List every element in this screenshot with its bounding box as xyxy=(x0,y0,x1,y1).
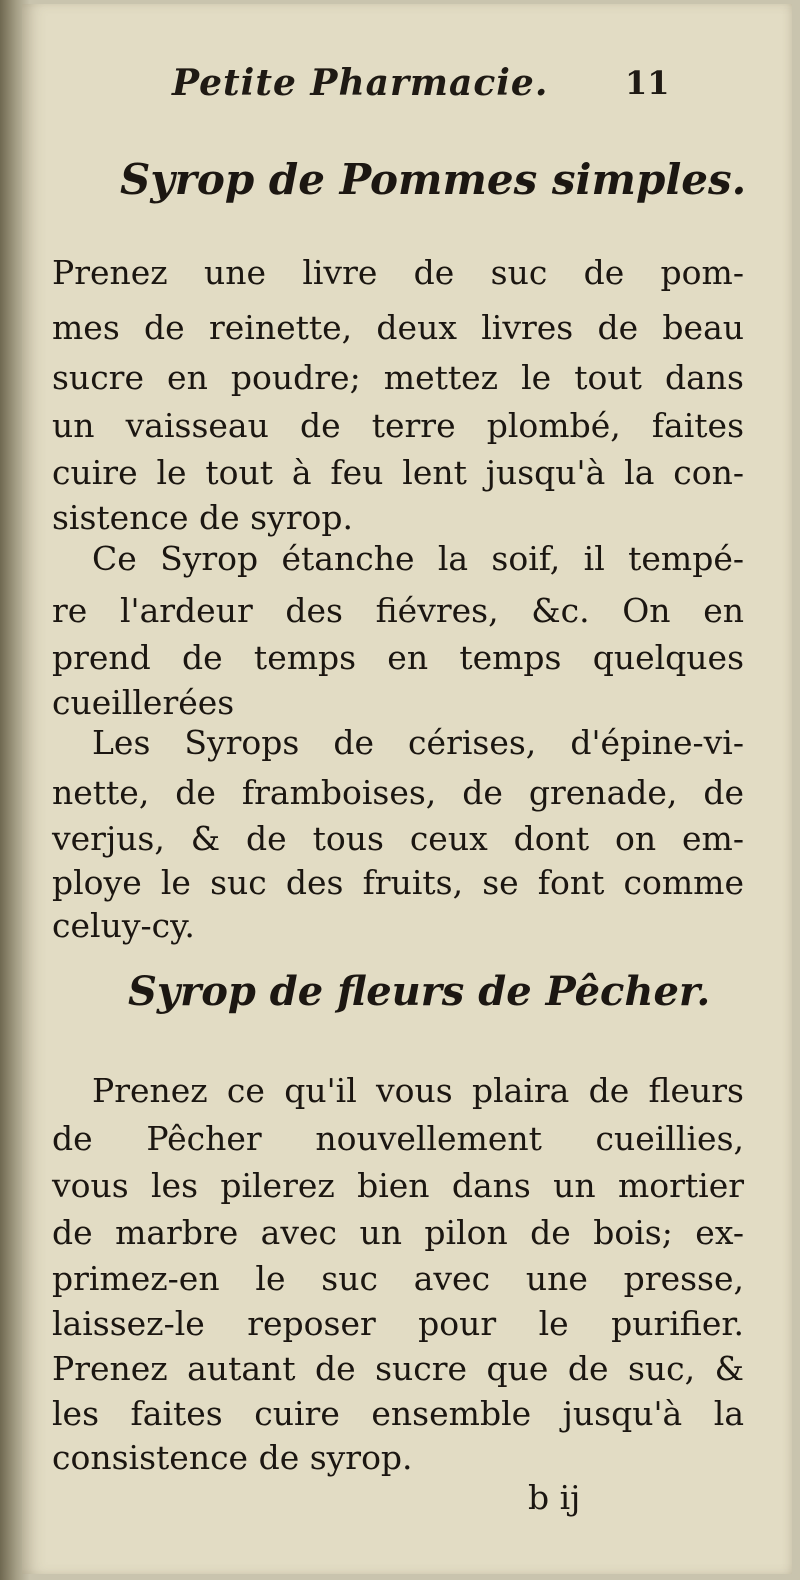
text-line: consistence de syrop. xyxy=(52,1438,413,1477)
text-line: les faites cuire ensemble jusqu'à la xyxy=(52,1394,744,1433)
text-line: ploye le suc des fruits, se font comme xyxy=(52,863,744,902)
text-line: nette, de framboises, de grenade, de xyxy=(52,773,744,812)
text-line: primez-en le suc avec une presse, xyxy=(52,1259,744,1298)
text-line: mes de reinette, deux livres de beau xyxy=(52,308,744,347)
signature-mark: b ij xyxy=(528,1478,581,1517)
text-line: Les Syrops de cérises, d'épine-vi- xyxy=(92,723,744,762)
text-line: un vaisseau de terre plombé, faites xyxy=(52,406,744,445)
text-line: Prenez autant de sucre que de suc, & xyxy=(52,1349,744,1388)
running-head-title: Petite Pharmacie. xyxy=(172,62,549,104)
text-line: re l'ardeur des fiévres, &c. On en xyxy=(52,591,744,630)
text-line: sucre en poudre; mettez le tout dans xyxy=(52,358,744,397)
text-line: prend de temps en temps quelques xyxy=(52,638,744,677)
section-heading-syrop-pommes: Syrop de Pommes simples. xyxy=(120,155,747,204)
text-line: cueillerées xyxy=(52,683,235,722)
text-line: de Pêcher nouvellement cueillies, xyxy=(52,1119,744,1158)
text-line: Prenez une livre de suc de pom- xyxy=(52,253,744,292)
text-line: de marbre avec un pilon de bois; ex- xyxy=(52,1213,744,1252)
section-heading-syrop-fleurs-pecher: Syrop de fleurs de Pêcher. xyxy=(128,968,711,1015)
text-line: Prenez ce qu'il vous plaira de fleurs xyxy=(92,1071,744,1110)
text-line: cuire le tout à feu lent jusqu'à la con- xyxy=(52,453,744,492)
text-line: vous les pilerez bien dans un mortier xyxy=(52,1166,744,1205)
page-number: 11 xyxy=(625,64,670,102)
text-line: sistence de syrop. xyxy=(52,498,353,537)
text-line: celuy-cy. xyxy=(52,906,195,945)
text-line: verjus, & de tous ceux dont on em- xyxy=(52,819,744,858)
text-line: Ce Syrop étanche la soif, il tempé- xyxy=(92,539,744,578)
text-line: laissez-le reposer pour le purifier. xyxy=(52,1304,744,1343)
